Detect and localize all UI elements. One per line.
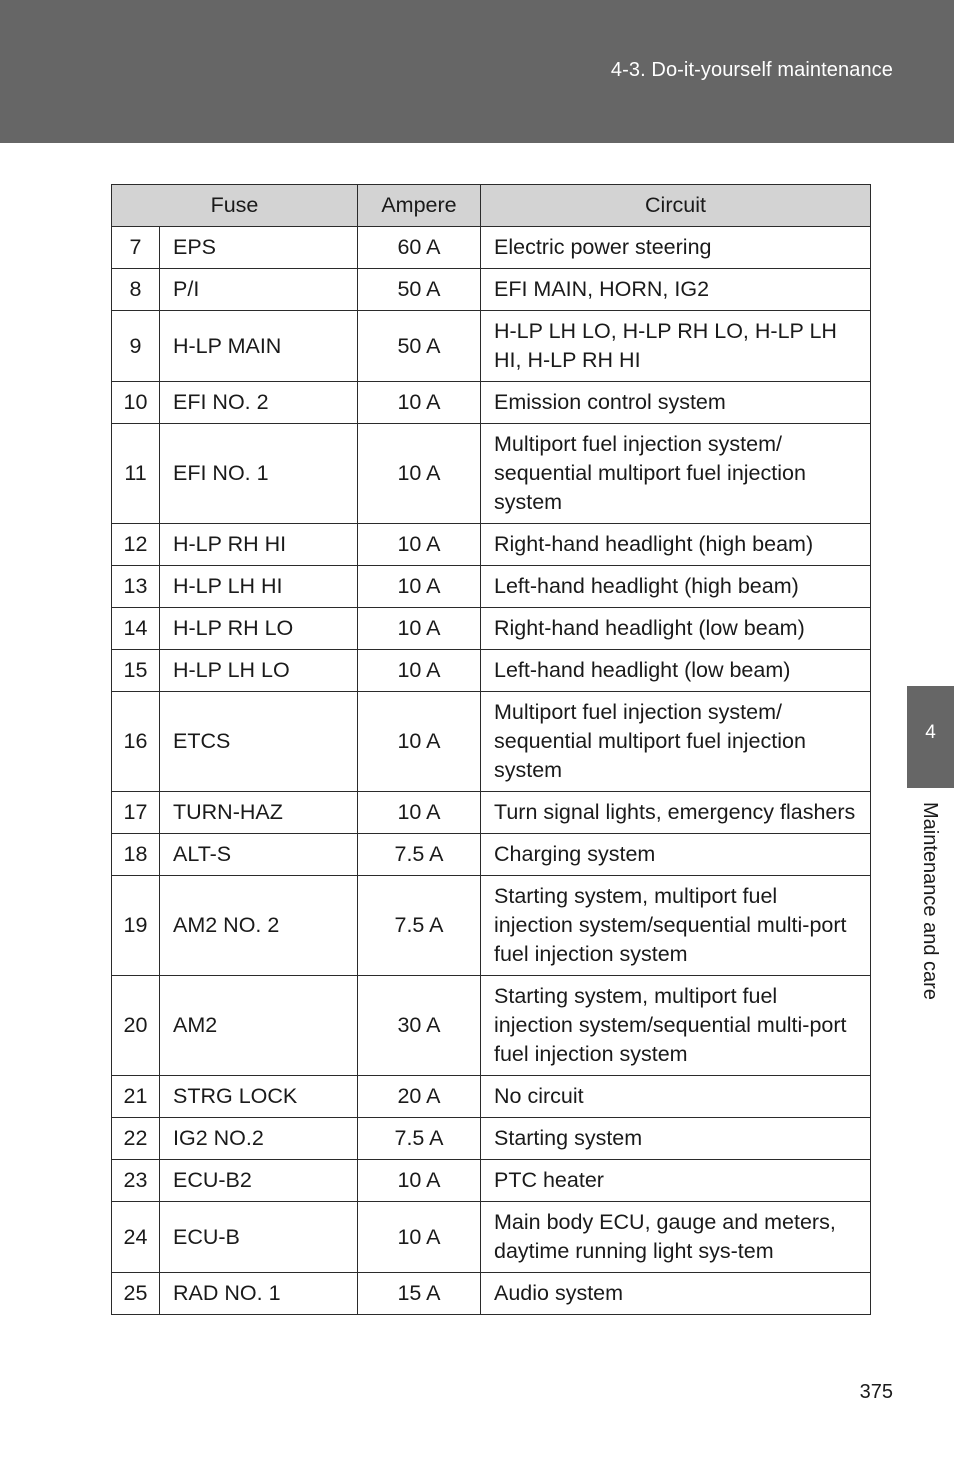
fuse-number-cell: 10: [112, 382, 160, 424]
fuse-table-header: [112, 185, 871, 227]
fuse-name-cell: RAD NO. 1: [160, 1273, 358, 1315]
chapter-number: 4: [925, 722, 936, 743]
fuse-number-cell: 17: [112, 792, 160, 834]
circuit-cell: EFI MAIN, HORN, IG2: [481, 269, 871, 311]
table-row: [112, 876, 871, 976]
fuse-name-cell: ECU-B: [160, 1202, 358, 1273]
ampere-cell: 7.5 A: [358, 834, 481, 876]
fuse-number-cell: 15: [112, 650, 160, 692]
header-band: [0, 0, 954, 143]
fuse-name-cell: H-LP LH HI: [160, 566, 358, 608]
table-row: [112, 976, 871, 1076]
circuit-cell: Left-hand headlight (high beam): [481, 566, 871, 608]
ampere-cell: 10 A: [358, 524, 481, 566]
circuit-cell: Emission control system: [481, 382, 871, 424]
column-header-ampere: Ampere: [358, 185, 481, 227]
fuse-name-cell: H-LP MAIN: [160, 311, 358, 382]
fuse-number-cell: 20: [112, 976, 160, 1076]
ampere-cell: 30 A: [358, 976, 481, 1076]
fuse-name-cell: EFI NO. 1: [160, 424, 358, 524]
table-row: [112, 1118, 871, 1160]
ampere-cell: 10 A: [358, 382, 481, 424]
ampere-cell: 7.5 A: [358, 1118, 481, 1160]
circuit-cell: No circuit: [481, 1076, 871, 1118]
table-row: [112, 1273, 871, 1315]
ampere-cell: 10 A: [358, 1202, 481, 1273]
chapter-tab: [907, 686, 954, 788]
table-row: [112, 692, 871, 792]
fuse-number-cell: 16: [112, 692, 160, 792]
circuit-cell: H-LP LH LO, H-LP RH LO, H-LP LH HI, H-LP RH HI: [481, 311, 871, 382]
ampere-cell: 10 A: [358, 692, 481, 792]
ampere-cell: 15 A: [358, 1273, 481, 1315]
chapter-label: Maintenance and care: [919, 802, 941, 1000]
ampere-cell: 50 A: [358, 311, 481, 382]
fuse-number-cell: 18: [112, 834, 160, 876]
table-row: [112, 311, 871, 382]
ampere-cell: 10 A: [358, 424, 481, 524]
circuit-cell: Multiport fuel injection system/ sequential multiport fuel injection system: [481, 424, 871, 524]
table-row: [112, 566, 871, 608]
table-row: [112, 524, 871, 566]
table-row: [112, 1076, 871, 1118]
fuse-number-cell: 8: [112, 269, 160, 311]
fuse-name-cell: H-LP RH LO: [160, 608, 358, 650]
ampere-cell: 10 A: [358, 1160, 481, 1202]
fuse-name-cell: EPS: [160, 227, 358, 269]
fuse-name-cell: P/I: [160, 269, 358, 311]
fuse-name-cell: H-LP RH HI: [160, 524, 358, 566]
column-header-fuse: Fuse: [112, 185, 358, 227]
fuse-name-cell: TURN-HAZ: [160, 792, 358, 834]
fuse-number-cell: 21: [112, 1076, 160, 1118]
fuse-number-cell: 24: [112, 1202, 160, 1273]
fuse-number-cell: 12: [112, 524, 160, 566]
table-row: [112, 424, 871, 524]
circuit-cell: PTC heater: [481, 1160, 871, 1202]
fuse-number-cell: 22: [112, 1118, 160, 1160]
header-row: [112, 185, 871, 227]
table-row: [112, 834, 871, 876]
ampere-cell: 7.5 A: [358, 876, 481, 976]
table-row: [112, 792, 871, 834]
ampere-cell: 10 A: [358, 650, 481, 692]
circuit-cell: Starting system, multiport fuel injection system/sequential multi-port fuel injection system: [481, 976, 871, 1076]
table-row: [112, 1160, 871, 1202]
column-header-circuit: Circuit: [481, 185, 871, 227]
circuit-cell: Turn signal lights, emergency flashers: [481, 792, 871, 834]
table-row: [112, 269, 871, 311]
fuse-name-cell: ETCS: [160, 692, 358, 792]
fuse-table: [111, 184, 871, 1315]
table-row: [112, 227, 871, 269]
fuse-name-cell: STRG LOCK: [160, 1076, 358, 1118]
page-number: 375: [859, 1381, 893, 1403]
circuit-cell: Audio system: [481, 1273, 871, 1315]
fuse-name-cell: IG2 NO.2: [160, 1118, 358, 1160]
ampere-cell: 10 A: [358, 566, 481, 608]
fuse-number-cell: 11: [112, 424, 160, 524]
fuse-table-body: [112, 227, 871, 1315]
ampere-cell: 10 A: [358, 792, 481, 834]
fuse-number-cell: 25: [112, 1273, 160, 1315]
fuse-name-cell: AM2 NO. 2: [160, 876, 358, 976]
fuse-number-cell: 14: [112, 608, 160, 650]
table-row: [112, 608, 871, 650]
section-title: 4-3. Do-it-yourself maintenance: [610, 59, 893, 81]
ampere-cell: 10 A: [358, 608, 481, 650]
circuit-cell: Multiport fuel injection system/ sequential multiport fuel injection system: [481, 692, 871, 792]
ampere-cell: 60 A: [358, 227, 481, 269]
fuse-name-cell: ALT-S: [160, 834, 358, 876]
ampere-cell: 20 A: [358, 1076, 481, 1118]
fuse-number-cell: 9: [112, 311, 160, 382]
ampere-cell: 50 A: [358, 269, 481, 311]
fuse-number-cell: 7: [112, 227, 160, 269]
circuit-cell: Starting system: [481, 1118, 871, 1160]
table-row: [112, 650, 871, 692]
circuit-cell: Left-hand headlight (low beam): [481, 650, 871, 692]
fuse-name-cell: EFI NO. 2: [160, 382, 358, 424]
fuse-name-cell: ECU-B2: [160, 1160, 358, 1202]
table-row: [112, 382, 871, 424]
fuse-number-cell: 23: [112, 1160, 160, 1202]
fuse-name-cell: AM2: [160, 976, 358, 1076]
circuit-cell: Right-hand headlight (high beam): [481, 524, 871, 566]
circuit-cell: Main body ECU, gauge and meters, daytime running light sys-tem: [481, 1202, 871, 1273]
fuse-number-cell: 19: [112, 876, 160, 976]
fuse-number-cell: 13: [112, 566, 160, 608]
circuit-cell: Charging system: [481, 834, 871, 876]
circuit-cell: Electric power steering: [481, 227, 871, 269]
circuit-cell: Right-hand headlight (low beam): [481, 608, 871, 650]
circuit-cell: Starting system, multiport fuel injection system/sequential multi-port fuel injection system: [481, 876, 871, 976]
table-row: [112, 1202, 871, 1273]
fuse-name-cell: H-LP LH LO: [160, 650, 358, 692]
